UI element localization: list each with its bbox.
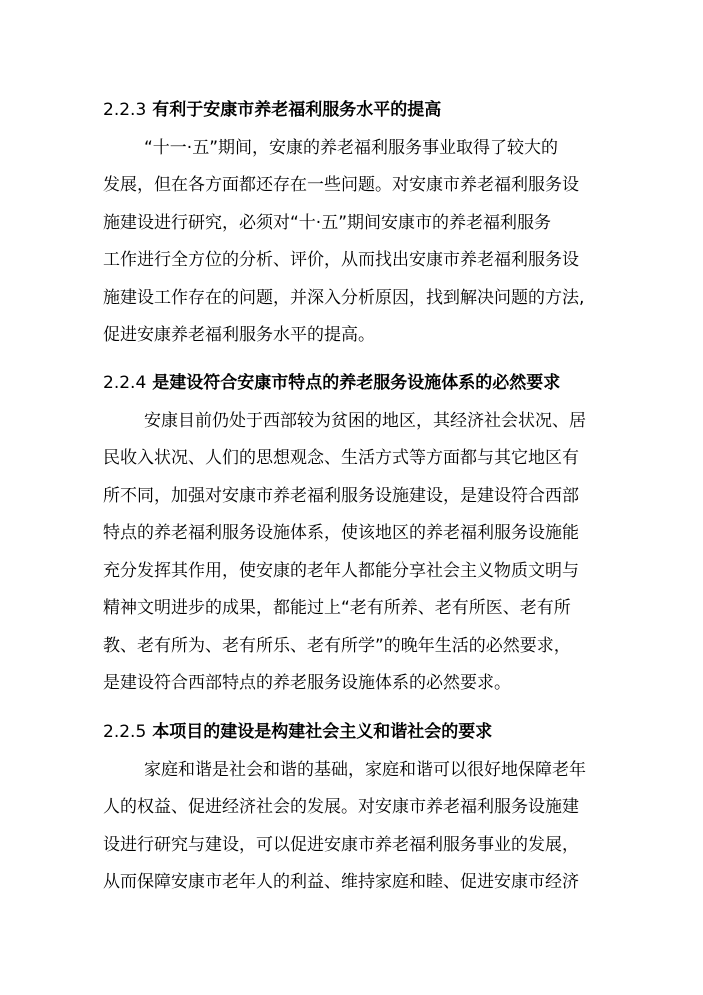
paragraph-line: 民收入状况、人们的思想观念、生活方式等方面都与其它地区有 (103, 448, 579, 468)
section-heading-2-2-3 (103, 90, 663, 130)
section-title: 本项目的建设是构建社会主义和谐社会的要求 (152, 722, 493, 742)
section-heading-2-2-4 (103, 363, 663, 403)
section-number: 2.2.4 (103, 373, 147, 393)
paragraph-line: 是建设符合西部特点的养老服务设施体系的必然要求。 (103, 673, 511, 693)
paragraph-line: 充分发挥其作用，使安康的老年人都能分享社会主义物质文明与 (103, 561, 579, 581)
section-title: 是建设符合安康市特点的养老服务设施体系的必然要求 (152, 373, 561, 393)
paragraph-line: 设进行研究与建设，可以促进安康市养老福利服务事业的发展， (103, 835, 579, 855)
paragraph-line: 工作进行全方位的分析、评价，从而找出安康市养老福利服务设 (103, 250, 579, 270)
paragraph-line: 施建设进行研究，必须对“十·五”期间安康市的养老福利服务 (103, 213, 552, 233)
paragraph-line: 安康目前仍处于西部较为贫困的地区，其经济社会状况、居 (144, 411, 586, 431)
paragraph-line: 发展，但在各方面都还存在一些问题。对安康市养老福利服务设 (103, 175, 579, 195)
section-title: 有利于安康市养老福利服务水平的提高 (152, 100, 442, 120)
paragraph-line: 家庭和谐是社会和谐的基础，家庭和谐可以很好地保障老年 (144, 760, 586, 780)
paragraph-line: 施建设工作存在的问题，并深入分析原因，找到解决问题的方法, (103, 288, 585, 308)
paragraph-line: 所不同，加强对安康市养老福利服务设施建设，是建设符合西部 (103, 486, 579, 506)
paragraph-line: 精神文明进步的成果，都能过上“老有所养、老有所医、老有所 (103, 598, 571, 618)
paragraph-line: “十一·五”期间，安康的养老福利服务事业取得了较大的 (144, 138, 559, 158)
section-number: 2.2.5 (103, 722, 147, 742)
paragraph-line: 特点的养老福利服务设施体系，使该地区的养老福利服务设施能 (103, 523, 579, 543)
section-heading-2-2-5 (103, 712, 663, 752)
paragraph-line: 人的权益、促进经济社会的发展。对安康市养老福利服务设施建 (103, 797, 579, 817)
paragraph-line: 促进安康养老福利服务水平的提高。 (103, 325, 375, 345)
section-number: 2.2.3 (103, 100, 147, 120)
paragraph-line: 从而保障安康市老年人的利益、维持家庭和睦、促进安康市经济 (103, 872, 579, 892)
paragraph-line: 教、老有所为、老有所乐、老有所学”的晚年生活的必然要求， (103, 636, 571, 656)
